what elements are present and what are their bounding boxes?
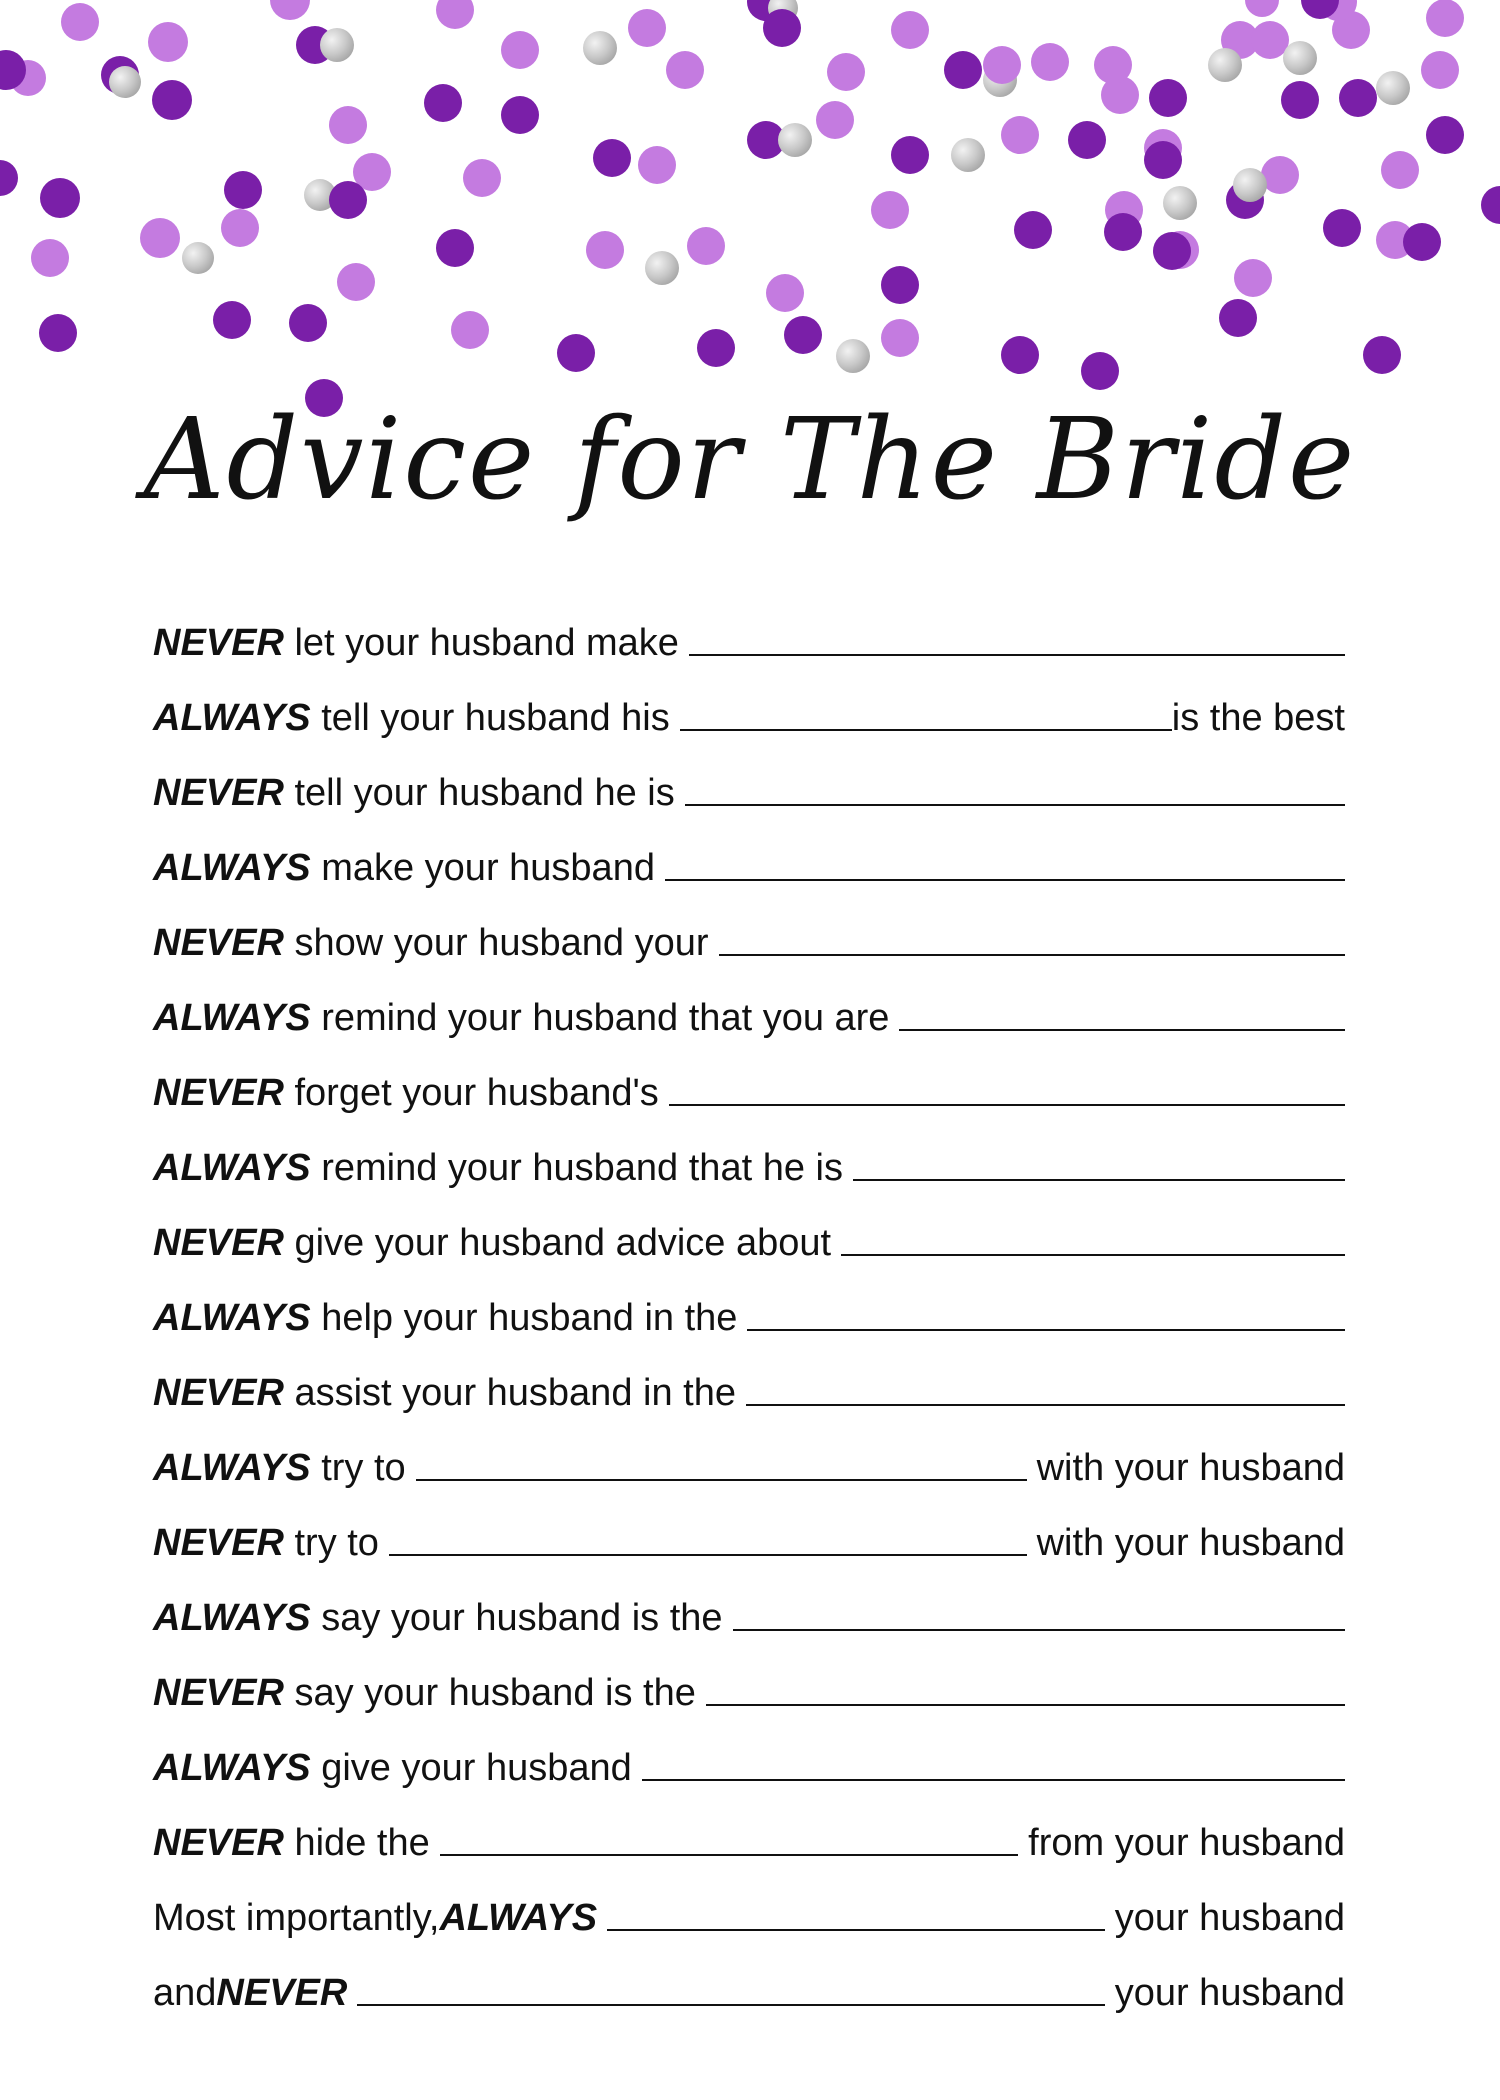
advice-line [153, 1040, 1345, 1115]
line-keyword: ALWAYS [153, 1147, 311, 1189]
line-suffix: with your husband [1036, 1447, 1345, 1489]
line-text: hide the [283, 1822, 430, 1864]
answer-blank[interactable] [665, 879, 1345, 881]
line-text: give your husband advice about [283, 1222, 832, 1264]
advice-line [153, 1115, 1345, 1190]
line-text: say your husband is the [310, 1597, 723, 1639]
answer-blank[interactable] [733, 1629, 1345, 1631]
advice-line [153, 890, 1345, 965]
purple-confetti-dot [61, 3, 99, 41]
purple-confetti-dot [1068, 121, 1106, 159]
line-keyword: NEVER [153, 1072, 284, 1114]
advice-list [153, 590, 1345, 2015]
purple-confetti-dot [1381, 151, 1419, 189]
advice-line [153, 1715, 1345, 1790]
silver-confetti-dot [109, 66, 141, 98]
line-keyword: NEVER [153, 1222, 284, 1264]
line-keyword: NEVER [153, 1672, 284, 1714]
line-text: tell your husband he is [283, 772, 675, 814]
line-text: try to [283, 1522, 379, 1564]
advice-line [153, 1640, 1345, 1715]
purple-confetti-dot [148, 22, 188, 62]
purple-confetti-dot [213, 301, 251, 339]
silver-confetti-dot [1376, 71, 1410, 105]
silver-confetti-dot [182, 242, 214, 274]
answer-blank[interactable] [746, 1404, 1345, 1406]
purple-confetti-dot [1426, 116, 1464, 154]
purple-confetti-dot [1001, 116, 1039, 154]
silver-confetti-dot [951, 138, 985, 172]
confetti-decoration [0, 0, 1500, 420]
purple-confetti-dot [1001, 336, 1039, 374]
purple-confetti-dot [436, 0, 474, 29]
answer-blank[interactable] [719, 954, 1345, 956]
purple-confetti-dot [1426, 0, 1464, 37]
purple-confetti-dot [329, 106, 367, 144]
advice-line [153, 1340, 1345, 1415]
advice-line [153, 740, 1345, 815]
purple-confetti-dot [784, 316, 822, 354]
line-keyword: ALWAYS [153, 847, 311, 889]
purple-confetti-dot [1094, 46, 1132, 84]
answer-blank[interactable] [853, 1179, 1345, 1181]
line-text: let your husband make [283, 622, 679, 664]
purple-confetti-dot [557, 334, 595, 372]
purple-confetti-dot [1403, 223, 1441, 261]
answer-blank[interactable] [440, 1854, 1018, 1856]
answer-blank[interactable] [416, 1479, 1027, 1481]
line-text: tell your husband his [310, 697, 670, 739]
purple-confetti-dot [666, 51, 704, 89]
purple-confetti-dot [501, 96, 539, 134]
line-prefix: and [153, 1972, 217, 2014]
purple-confetti-dot [451, 311, 489, 349]
advice-line [153, 1940, 1345, 2015]
line-text: try to [310, 1447, 406, 1489]
purple-confetti-dot [881, 266, 919, 304]
purple-confetti-dot [436, 229, 474, 267]
line-text: remind your husband that you are [310, 997, 890, 1039]
line-text: give your husband [310, 1747, 632, 1789]
advice-line [153, 965, 1345, 1040]
purple-confetti-dot [289, 304, 327, 342]
purple-confetti-dot [221, 209, 259, 247]
purple-confetti-dot [628, 9, 666, 47]
answer-blank[interactable] [642, 1779, 1345, 1781]
silver-confetti-dot [1283, 41, 1317, 75]
line-prefix: Most importantly, [153, 1897, 440, 1939]
purple-confetti-dot [891, 136, 929, 174]
purple-confetti-dot [1104, 213, 1142, 251]
purple-confetti-dot [881, 319, 919, 357]
answer-blank[interactable] [685, 804, 1345, 806]
purple-confetti-dot [1363, 336, 1401, 374]
answer-blank[interactable] [357, 2004, 1104, 2006]
purple-confetti-dot [1481, 186, 1500, 224]
purple-confetti-dot [501, 31, 539, 69]
purple-confetti-dot [1031, 43, 1069, 81]
silver-confetti-dot [1233, 168, 1267, 202]
line-keyword: ALWAYS [153, 1447, 311, 1489]
purple-confetti-dot [687, 227, 725, 265]
line-keyword: ALWAYS [153, 1297, 311, 1339]
purple-confetti-dot [1339, 79, 1377, 117]
line-keyword: NEVER [153, 1522, 284, 1564]
purple-confetti-dot [337, 263, 375, 301]
answer-blank[interactable] [899, 1029, 1345, 1031]
line-suffix: your husband [1114, 1897, 1345, 1939]
purple-confetti-dot [0, 160, 18, 196]
purple-confetti-dot [1261, 156, 1299, 194]
line-suffix: your husband [1114, 1972, 1345, 2014]
purple-confetti-dot [816, 101, 854, 139]
line-text: say your husband is the [283, 1672, 696, 1714]
purple-confetti-dot [891, 11, 929, 49]
purple-confetti-dot [763, 9, 801, 47]
line-suffix: with your husband [1036, 1522, 1345, 1564]
purple-confetti-dot [31, 239, 69, 277]
purple-confetti-dot [1081, 352, 1119, 390]
advice-line [153, 1265, 1345, 1340]
purple-confetti-dot [697, 329, 735, 367]
purple-confetti-dot [329, 181, 367, 219]
answer-blank[interactable] [669, 1104, 1345, 1106]
advice-line [153, 665, 1345, 740]
purple-confetti-dot [1144, 141, 1182, 179]
silver-confetti-dot [778, 123, 812, 157]
answer-blank[interactable] [389, 1554, 1027, 1556]
advice-line [153, 1565, 1345, 1640]
purple-confetti-dot [827, 53, 865, 91]
advice-line [153, 1490, 1345, 1565]
purple-confetti-dot [1234, 259, 1272, 297]
purple-confetti-dot [586, 231, 624, 269]
purple-confetti-dot [1149, 79, 1187, 117]
line-suffix: is the best [1171, 697, 1345, 739]
purple-confetti-dot [1219, 299, 1257, 337]
purple-confetti-dot [463, 159, 501, 197]
purple-confetti-dot [39, 314, 77, 352]
purple-confetti-dot [1014, 211, 1052, 249]
purple-confetti-dot [1323, 209, 1361, 247]
line-keyword: NEVER [153, 1372, 284, 1414]
purple-confetti-dot [1245, 0, 1279, 17]
silver-confetti-dot [583, 31, 617, 65]
silver-confetti-dot [1208, 48, 1242, 82]
silver-confetti-dot [1163, 186, 1197, 220]
advice-line [153, 590, 1345, 665]
line-text: make your husband [310, 847, 655, 889]
purple-confetti-dot [871, 191, 909, 229]
advice-line [153, 1865, 1345, 1940]
line-keyword: NEVER [153, 622, 284, 664]
purple-confetti-dot [140, 218, 180, 258]
advice-line [153, 1190, 1345, 1265]
line-text: forget your husband's [283, 1072, 659, 1114]
purple-confetti-dot [1153, 232, 1191, 270]
purple-confetti-dot [983, 46, 1021, 84]
line-text: show your husband your [283, 922, 709, 964]
line-keyword: NEVER [153, 922, 284, 964]
silver-confetti-dot [320, 28, 354, 62]
purple-confetti-dot [424, 84, 462, 122]
silver-confetti-dot [836, 339, 870, 373]
line-keyword: ALWAYS [153, 997, 311, 1039]
purple-confetti-dot [224, 171, 262, 209]
advice-line [153, 815, 1345, 890]
answer-blank[interactable] [607, 1929, 1105, 1931]
line-keyword: NEVER [153, 772, 284, 814]
purple-confetti-dot [152, 80, 192, 120]
advice-line [153, 1790, 1345, 1865]
answer-blank[interactable] [680, 729, 1172, 731]
line-text: remind your husband that he is [310, 1147, 843, 1189]
purple-confetti-dot [638, 146, 676, 184]
purple-confetti-dot [944, 51, 982, 89]
answer-blank[interactable] [841, 1254, 1345, 1256]
purple-confetti-dot [1281, 81, 1319, 119]
purple-confetti-dot [270, 0, 310, 20]
silver-confetti-dot [645, 251, 679, 285]
purple-confetti-dot [40, 178, 80, 218]
line-text: assist your husband in the [283, 1372, 736, 1414]
line-keyword: ALWAYS [153, 697, 311, 739]
purple-confetti-dot [1421, 51, 1459, 89]
line-text: help your husband in the [310, 1297, 738, 1339]
purple-confetti-dot [593, 139, 631, 177]
line-keyword: NEVER [216, 1972, 348, 2014]
page-title: Advice for The Bride [143, 395, 1357, 525]
line-keyword: NEVER [153, 1822, 284, 1864]
answer-blank[interactable] [689, 654, 1345, 656]
line-keyword: ALWAYS [153, 1597, 311, 1639]
advice-line [153, 1415, 1345, 1490]
line-suffix: from your husband [1028, 1822, 1345, 1864]
answer-blank[interactable] [747, 1329, 1345, 1331]
answer-blank[interactable] [706, 1704, 1345, 1706]
purple-confetti-dot [766, 274, 804, 312]
line-keyword: ALWAYS [439, 1897, 598, 1939]
line-keyword: ALWAYS [153, 1747, 311, 1789]
